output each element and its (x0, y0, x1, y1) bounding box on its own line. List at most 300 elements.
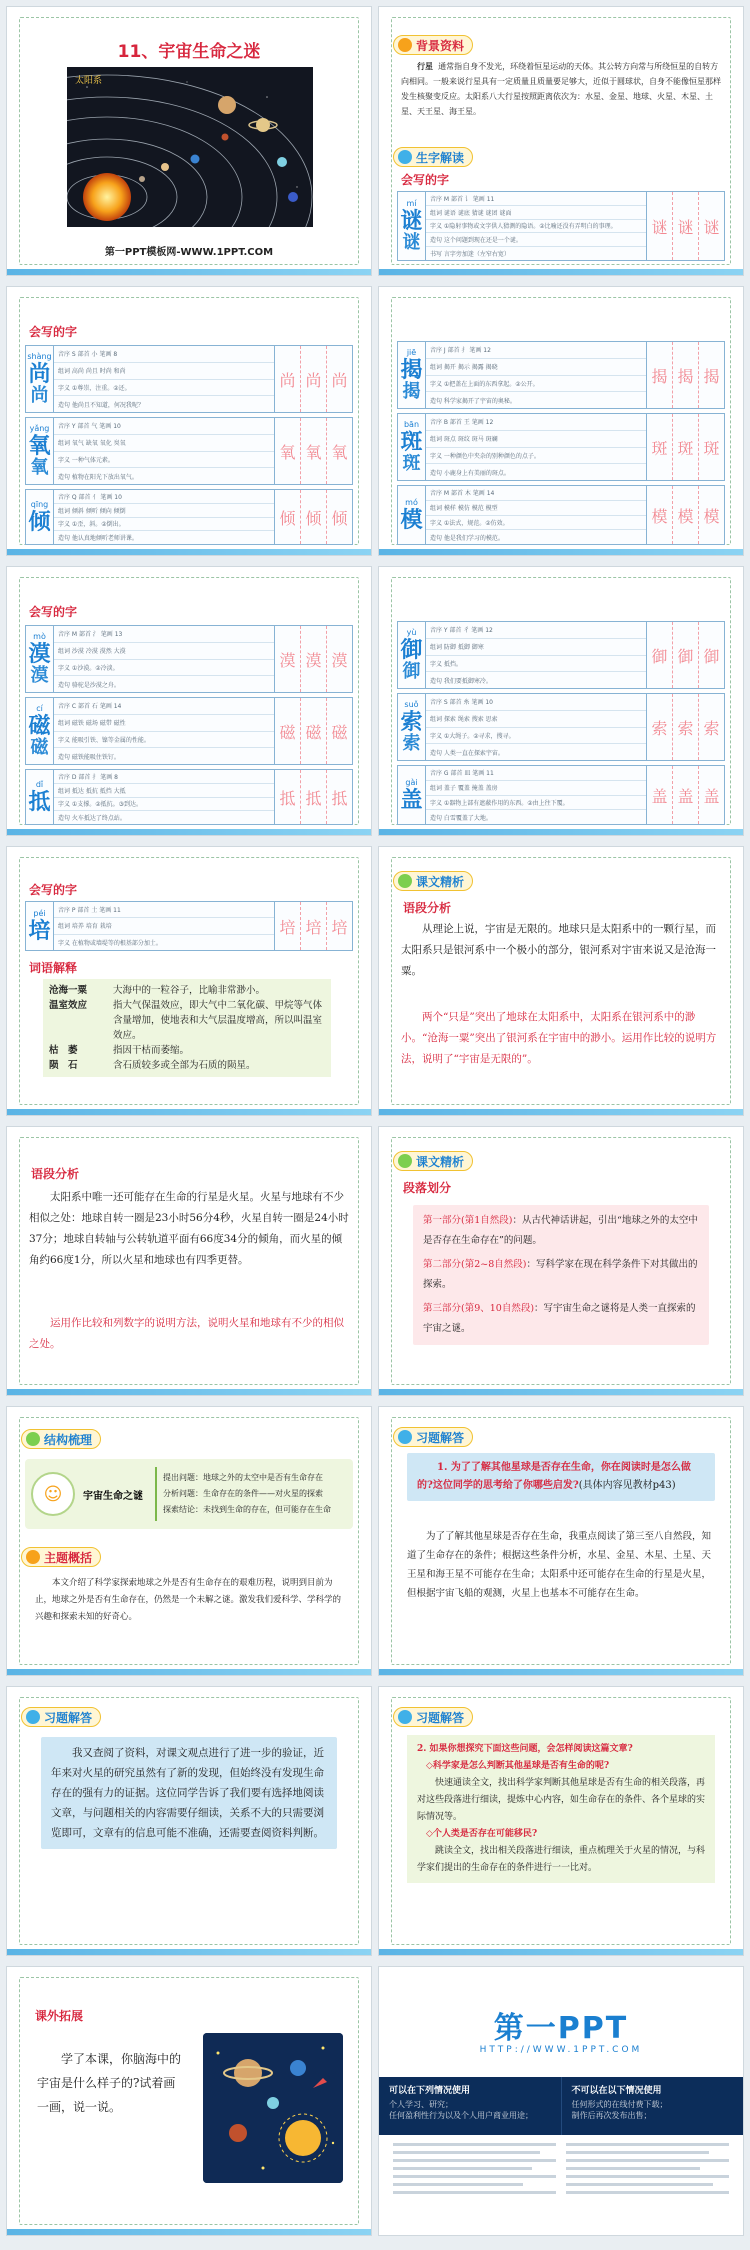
char-big (26, 418, 54, 484)
practice-char: 揭 (647, 342, 673, 408)
cannot-item: 制作后再次发布出售； (571, 2111, 652, 2120)
extension-text: 学了本课，你脑海中的宇宙是什么样子的?试着画一画，说一说。 (37, 2052, 182, 2114)
char-table (25, 345, 353, 413)
char-rows (426, 694, 646, 760)
row: 组词 磁铁 磁场 磁带 磁性 (54, 715, 274, 732)
link-line[interactable] (393, 2167, 532, 2170)
char-table (397, 765, 725, 825)
part-text: ：从古代神话讲起，引出“地球之外的太空中是否存在生命存在”的问题。 (423, 1215, 698, 1246)
tag-structure (21, 1429, 101, 1449)
row: 造句 骆驼是沙漠之舟。 (58, 681, 120, 689)
char-rows (426, 622, 646, 688)
student-icon: ☺ (31, 1472, 75, 1516)
char-rows (426, 414, 646, 480)
slide-structure-parts (378, 1126, 744, 1396)
slide-bottom-bar (7, 829, 371, 835)
row: 组词 氧气 缺氧 氧化 臭氧 (54, 435, 274, 452)
practice-char: 培 (331, 917, 348, 937)
practice-char: 抵 (275, 770, 301, 824)
slide-bottom-bar (379, 1949, 743, 1955)
badge-icon (398, 150, 412, 164)
brand-logo: 第一PPT (493, 2011, 629, 2046)
link-columns (393, 2143, 729, 2223)
row: 造句 火车抵达了终点站。 (58, 815, 126, 823)
section-label: 会写的字 (29, 605, 78, 619)
row: 造句 人类一直在探索宇宙。 (430, 749, 504, 757)
char-rows (54, 346, 274, 412)
row: 字义 能吸引铁、镍等金属的性能。 (54, 732, 274, 749)
row: 音序 D 部首 扌 笔画 8 (54, 770, 274, 784)
part-text: ：写科学家在现在科学条件下对其做出的探索。 (423, 1259, 698, 1290)
slide-bottom-bar (7, 1949, 371, 1955)
slide-bottom-bar (7, 549, 371, 555)
question-note: (具体内容见教材p43) (578, 1480, 676, 1491)
slide-frame (19, 1417, 359, 1665)
char: 御 (400, 637, 423, 663)
tag-lesson-analysis (393, 1151, 473, 1171)
row: 造句 科学家揭开了宇宙的奥秘。 (430, 397, 516, 405)
practice-char: 培 (275, 902, 301, 950)
slide-analysis-1 (378, 846, 744, 1116)
practice-grid (274, 698, 352, 764)
char-table-mi (397, 191, 725, 261)
link-line[interactable] (393, 2191, 556, 2194)
pinyin: cí (36, 704, 43, 713)
parts-heading: 段落划分 (403, 1181, 452, 1195)
practice-char: 尚 (275, 346, 301, 412)
pinyin: qīng (30, 500, 49, 509)
char: 磁 (28, 713, 51, 739)
branch-item: 提出问题：地球之外的太空中是否有生命存在 (163, 1473, 323, 1482)
badge-icon (398, 1430, 412, 1444)
vocab-list (43, 979, 331, 1077)
analysis-comment: 运用作比较和列数字的说明方法，说明火星和地球有不少的相似之处。 (29, 1317, 344, 1350)
row: 音序 M 部首 氵 笔画 13 (54, 626, 274, 643)
link-line[interactable] (566, 2167, 700, 2170)
vocab-def: 指大气保温效应，即大气中二氧化碳、甲烷等气体含量增加，使地表和大气层温度增高，所以叫温室效应。 (113, 1000, 323, 1041)
char: 索 (400, 709, 423, 735)
vocab-heading: 词语解释 (29, 961, 78, 975)
practice-grid (274, 902, 352, 950)
slide-bottom-bar (7, 269, 371, 275)
link-line[interactable] (393, 2183, 523, 2186)
analysis-comment: 两个“只是”突出了地球在太阳系中，太阳系在银河系中的渺小。“沧海一粟”突出了银河系在宇宙中的渺小。运用作比较的说明方法，说明了“宇宙是无限的”。 (401, 1011, 717, 1065)
badge-icon (26, 1710, 40, 1724)
row: 音序 Y 部首 气 笔画 10 (54, 418, 274, 435)
row: 造句 我们要抵御寒冷。 (430, 677, 492, 685)
structure-branches (163, 1470, 353, 1518)
subanswer-2: 跳读全文，找出相关段落进行细读，重点梳理关于火星的情况，与科学家们提出的生命存在的条件进行一一比对。 (417, 1846, 706, 1873)
char: 倾 (28, 509, 51, 535)
practice-grid (274, 626, 352, 692)
part-text: ：写宇宙生命之谜将是人类一直探索的宇宙之谜。 (423, 1303, 696, 1334)
link-column (566, 2143, 729, 2223)
answer-box: 我又查阅了资料，对课文观点进行了进一步的验证，近年来对火星的研究虽然有了新的发现，但始终没有发现生命存在的强有力的证据。这位同学告诉了我们要有选择地阅读文章，与问题相关的内容需要仔细读，关系不大的只需要浏览即可，文章有的信息可能不准确，还需要查阅资料判断。 (41, 1737, 337, 1849)
row: 字义 ①器物上部有遮蔽作用的东西。②由上往下覆。 (426, 796, 646, 811)
char: 漠 (28, 641, 51, 667)
char: 抵 (28, 789, 51, 815)
pinyin: yǎng (29, 424, 50, 433)
link-column (393, 2143, 556, 2223)
subanswer-1: 快速通读全文，找出科学家判断其他星球是否有生命的相关段落，再对这些段落进行细读，提炼中心内容，如生命存在的条件、各个星球的实际情况等。 (417, 1778, 706, 1822)
vocab-item (49, 1043, 325, 1058)
row: 组词 沙漠 冷漠 漠然 大漠 (54, 643, 274, 660)
tag-exercise (393, 1427, 473, 1447)
char-big (398, 766, 426, 824)
link-line[interactable] (393, 2175, 556, 2178)
char-rows (54, 490, 274, 544)
row: 组词 模样 模仿 模范 模型 (426, 501, 646, 516)
analysis-heading: 语段分析 (403, 901, 452, 915)
pinyin: mó (405, 498, 418, 507)
lesson-title: 11、宇宙生命之迷 (117, 42, 261, 62)
char: 揭 (400, 357, 423, 383)
row: 造句 磁铁能吸住铁钉。 (58, 753, 120, 761)
image-label: 太阳系 (75, 76, 103, 86)
row: 组词 斑点 斑纹 斑马 斑斓 (426, 431, 646, 448)
char-big (398, 622, 426, 688)
char: 尚 (28, 361, 51, 387)
row: 音序 S 部首 小 笔画 8 (54, 346, 274, 363)
char-rows (54, 418, 274, 484)
practice-char: 揭 (673, 342, 699, 408)
row: 组词 探索 绳索 搜索 思索 (426, 711, 646, 728)
char-rows (426, 192, 646, 260)
pinyin: gài (405, 778, 418, 787)
row: 音序 J 部首 扌 笔画 12 (426, 342, 646, 359)
char-table (25, 901, 353, 951)
link-line[interactable] (393, 2151, 540, 2154)
row: 组词 培养 培育 栽培 (54, 918, 274, 934)
practice-char: 索 (673, 694, 699, 760)
char-big (26, 346, 54, 412)
vocab-item (49, 998, 325, 1043)
row: 音序 M 部首 木 笔画 14 (426, 486, 646, 501)
row: 字义 ①把盖在上面的东西拿起。②公开。 (426, 376, 646, 393)
char-table (397, 621, 725, 689)
char-table (397, 693, 725, 761)
solar-system-image (67, 67, 313, 227)
slide-chars-1 (6, 286, 372, 556)
row: 书写 言字旁加迷（左窄右宽） (430, 251, 510, 259)
section-label: 会写的字 (29, 325, 78, 339)
badge-icon (26, 1432, 40, 1446)
row: 字义 ①支撑。②抵抗。③到达。 (54, 798, 274, 812)
char-big (398, 192, 426, 260)
tag-label: 习题解答 (416, 1430, 465, 1445)
tag-char-reading (393, 147, 473, 167)
practice-grid (646, 622, 724, 688)
practice-char: 御 (703, 646, 720, 666)
row: 音序 M 部首 讠 笔画 11 (426, 192, 646, 206)
row: 字义 ①法式，规范。②仿效。 (426, 516, 646, 531)
tag-label: 背景资料 (416, 38, 465, 53)
practice-char: 培 (301, 902, 327, 950)
space-drawing (203, 2033, 343, 2183)
answer-text: 为了了解其他星球是否存在生命，我重点阅读了第三至八自然段，知道了生命存在的条件；根据这些条件分析，水星、金星、木星、土星、天王星和海王星不可能存在生命；太阳系中还可能存在生命的行星是火星，但根据宇宙飞船的观测，火星上也基本不可能存在生命。 (407, 1531, 712, 1599)
char-rows (54, 626, 274, 692)
practice-char: 斑 (703, 438, 720, 458)
char-big (398, 342, 426, 408)
row: 音序 S 部首 糸 笔画 10 (426, 694, 646, 711)
tag-exercise (393, 1707, 473, 1727)
row: 造句 白雪覆盖了大地。 (430, 814, 492, 822)
char-big (26, 490, 54, 544)
practice-char: 御 (647, 622, 673, 688)
row: 造句 植物在阳光下放出氧气。 (58, 473, 138, 481)
char-small: 斑 (402, 453, 421, 474)
link-line[interactable] (566, 2159, 729, 2162)
analysis-paragraph: 太阳系中唯一还可能存在生命的行星是火星。火星与地球有不少相似之处：地球自转一圈是23小时56分4秒，火星自转一圈是24小时37分；地球自转轴与公转轨道平面有66度34分的倾角，而火星的倾角约66度1分，所以火星和地球也有四季更替。 (29, 1191, 349, 1266)
practice-grid (274, 770, 352, 824)
row: 组词 倾斜 倾听 倾向 倾倒 (54, 504, 274, 518)
part-lead: 第三部分(第9、10自然段) (423, 1303, 535, 1314)
part-item (423, 1211, 699, 1251)
practice-char: 斑 (673, 414, 699, 480)
slide-bottom-bar (7, 1389, 371, 1395)
row: 组词 高尚 尚且 时尚 和尚 (54, 363, 274, 380)
char-rows (426, 766, 646, 824)
row: 音序 P 部首 土 笔画 11 (54, 902, 274, 918)
practice-grid (646, 192, 724, 260)
row: 音序 Q 部首 亻 笔画 10 (54, 490, 274, 504)
practice-grid (274, 346, 352, 412)
tag-exercise (21, 1707, 101, 1727)
practice-char: 模 (647, 486, 673, 544)
char-small: 御 (402, 661, 421, 682)
practice-grid (646, 766, 724, 824)
slide-vocab (6, 846, 372, 1116)
question-text: 1. 为了了解其他星球是否存在生命，你在阅读时是怎么做的?这位同学的思考给了你哪些启发? (417, 1462, 691, 1491)
branch-item: 分析问题：生命存在的条件——对火星的探索 (163, 1489, 323, 1498)
pinyin: péi (33, 909, 46, 918)
char-table (397, 485, 725, 545)
slide-bottom-bar (379, 1669, 743, 1675)
theme-summary: 本文介绍了科学家探索地球之外是否有生命存在的艰难历程，说明到目前为止，地球之外是否有生命存在，仍然是一个未解之谜。激发我们爱科学、学科学的兴趣和探索未知的好奇心。 (35, 1578, 342, 1622)
vocab-item (49, 1058, 325, 1073)
usage-cannot (561, 2077, 744, 2135)
slide-title (6, 6, 372, 276)
background-body: 通常指自身不发光，环绕着恒星运动的天体。其公转方向常与所绕恒星的自转方向相同。一般来说行星具有一定质量且质量要足够大，近似于圆球状，自身不能像恒星那样发生核聚变反应。太阳系八大行星按照距离依次为：水星、金星、地球、火星、木星、土星、天王星、海王星。 (401, 62, 721, 116)
row: 字义 在植物或墙堤等的根基部分加土。 (58, 939, 162, 947)
watermark-caption: 第一PPT模板网-WWW.1PPT.COM (104, 247, 274, 258)
row: 音序 G 部首 皿 笔画 11 (426, 766, 646, 781)
char: 斑 (400, 429, 423, 455)
char: 模 (400, 507, 423, 533)
subquestion-2: ◇个人类是否存在可能移民? (426, 1829, 538, 1839)
char-big (398, 414, 426, 480)
link-line[interactable] (393, 2159, 556, 2162)
tag-label: 主题概括 (44, 1550, 93, 1565)
badge-icon (398, 1154, 412, 1168)
tag-theme (21, 1547, 101, 1567)
char-big (398, 486, 426, 544)
row: 音序 C 部首 石 笔画 14 (54, 698, 274, 715)
row: 组词 揭开 揭示 揭露 揭晓 (426, 359, 646, 376)
vocab-def: 大海中的一粒谷子，比喻非常渺小。 (113, 985, 266, 996)
section-label: 会写的字 (29, 883, 78, 897)
char-table (25, 417, 353, 485)
char-table (397, 341, 725, 409)
background-text (401, 59, 723, 119)
practice-char: 抵 (301, 770, 327, 824)
char-small: 索 (402, 733, 421, 754)
question-text: 2. 如果你想探究下面这些问题，会怎样阅读这篇文章? (417, 1744, 633, 1754)
char-rows (54, 770, 274, 824)
badge-icon (398, 38, 412, 52)
practice-char: 尚 (331, 370, 348, 390)
tag-label: 习题解答 (416, 1710, 465, 1725)
slide-bottom-bar (379, 549, 743, 555)
tag-label: 生字解读 (416, 150, 465, 165)
link-line[interactable] (566, 2143, 729, 2146)
tag-label: 课文精析 (416, 874, 465, 889)
practice-char: 盖 (703, 786, 720, 806)
row: 字义 抵挡。 (426, 656, 646, 673)
badge-icon (398, 874, 412, 888)
char-big (26, 770, 54, 824)
row: 造句 他是我们学习的模范。 (430, 534, 504, 542)
link-line[interactable] (566, 2151, 709, 2154)
char-rows (426, 342, 646, 408)
char-big (26, 902, 54, 950)
question-box (407, 1453, 715, 1501)
row: 音序 Y 部首 彳 笔画 12 (426, 622, 646, 639)
tag-label: 习题解答 (44, 1710, 93, 1725)
practice-grid (274, 490, 352, 544)
link-line[interactable] (393, 2143, 556, 2146)
slide-bottom-bar (7, 1669, 371, 1675)
row: 造句 这个问题到现在还是一个谜。 (426, 233, 646, 247)
parts-box (413, 1205, 709, 1345)
practice-char: 谜 (673, 192, 699, 260)
brand-url[interactable]: HTTP://WWW.1PPT.COM (479, 2045, 643, 2055)
slide-extension (6, 1966, 372, 2236)
exercise-box (407, 1735, 715, 1883)
char-table (25, 625, 353, 693)
practice-char: 倾 (301, 490, 327, 544)
can-item: 任何盈利性行为以及个人用户商业用途； (389, 2111, 533, 2120)
slide-exercise-3 (378, 1686, 744, 1956)
row: 造句 他尚且不知道，何况我呢？ (58, 401, 144, 409)
char: 盖 (400, 787, 423, 813)
term-planet: 行星 (417, 62, 433, 71)
char-table (25, 769, 353, 825)
analysis-heading: 语段分析 (31, 1167, 80, 1181)
row: 字义 ①沙漠。②冷淡。 (54, 660, 274, 677)
brace-line (155, 1467, 157, 1521)
char-small: 漠 (30, 665, 49, 686)
practice-char: 索 (647, 694, 673, 760)
pinyin: dǐ (35, 780, 44, 789)
practice-grid (646, 486, 724, 544)
pinyin: jiē (406, 348, 417, 357)
vocab-term: 沧海一粟 (49, 985, 88, 996)
usage-banner (379, 2077, 743, 2135)
row: 组词 谜语 谜底 猜谜 谜团 谜面 (426, 206, 646, 220)
link-line[interactable] (566, 2175, 729, 2178)
slide-bottom-bar (379, 1389, 743, 1395)
slide-chars-3 (6, 566, 372, 836)
link-line[interactable] (566, 2191, 729, 2194)
slide-chars-2 (378, 286, 744, 556)
practice-char: 斑 (647, 414, 673, 480)
slide-bottom-bar (7, 1109, 371, 1115)
tag-lesson-analysis (393, 871, 473, 891)
pinyin: yù (406, 628, 417, 637)
row: 造句 小鹿身上有美丽的斑点。 (430, 469, 510, 477)
tag-background (393, 35, 473, 55)
char-small: 磁 (30, 737, 49, 758)
row: 音序 B 部首 王 笔画 12 (426, 414, 646, 431)
row: 字义 ①隐射事物或文字供人猜测的隐语。②比喻还没有弄明白的事理。 (426, 220, 646, 234)
link-line[interactable] (566, 2183, 713, 2186)
vocab-item (49, 983, 325, 998)
vocab-def: 含石质较多或全部为石质的陨星。 (113, 1060, 256, 1071)
char-small: 氧 (30, 457, 49, 478)
slide-exercise-2 (6, 1686, 372, 1956)
practice-char: 倾 (275, 490, 301, 544)
row: 字义 一种颜色中夹杂的别种颜色的点子。 (426, 448, 646, 465)
practice-char: 盖 (647, 766, 673, 824)
practice-char: 氧 (331, 442, 348, 462)
practice-char: 漠 (275, 626, 301, 692)
practice-char: 磁 (301, 698, 327, 764)
slide-bottom-bar (379, 1109, 743, 1115)
part-lead: 第一部分(第1自然段) (423, 1215, 513, 1226)
practice-grid (646, 342, 724, 408)
practice-char: 谜 (647, 192, 673, 260)
char-rows (54, 902, 274, 950)
subquestion-1: ◇科学家是怎么判断其他星球是否有生命的呢? (426, 1761, 610, 1771)
char-big (26, 626, 54, 692)
practice-char: 磁 (275, 698, 301, 764)
vocab-def: 指因干枯而萎缩。 (113, 1045, 190, 1056)
section-label: 会写的字 (401, 173, 450, 187)
slide-bottom-bar (7, 2229, 371, 2235)
can-title: 可以在下列情况使用 (389, 2086, 471, 2096)
practice-char: 漠 (301, 626, 327, 692)
part-lead: 第二部分(第2~8自然段) (423, 1259, 527, 1270)
structure-center: 宇宙生命之谜 (83, 1490, 143, 1502)
pinyin: suǒ (404, 700, 419, 709)
slide-structure-summary (6, 1406, 372, 1676)
row: 字义 ①尊崇，注重。②还。 (54, 380, 274, 397)
part-item (423, 1299, 699, 1339)
practice-char: 模 (703, 506, 720, 526)
char-big (398, 694, 426, 760)
slide-background (378, 6, 744, 276)
practice-char: 氧 (301, 418, 327, 484)
cannot-title: 不可以在以下情况使用 (571, 2086, 662, 2096)
row: 字义 ①大绳子。②寻求，搜寻。 (426, 728, 646, 745)
slide-bottom-bar (379, 269, 743, 275)
practice-char: 谜 (703, 217, 720, 237)
row: 造句 他认真地倾听老师讲课。 (58, 535, 138, 543)
practice-grid (274, 418, 352, 484)
pinyin: mí (406, 199, 417, 208)
branch-item: 探索结论：未找到生命的存在，但可能存在生命 (163, 1505, 331, 1514)
practice-char: 揭 (703, 366, 720, 386)
char-table (397, 413, 725, 481)
structure-map (25, 1459, 353, 1529)
vocab-term: 枯 萎 (49, 1045, 78, 1056)
row: 组词 防御 抵御 御寒 (426, 639, 646, 656)
practice-char: 御 (673, 622, 699, 688)
vocab-term: 温室效应 (49, 1000, 88, 1011)
practice-char: 模 (673, 486, 699, 544)
practice-char: 漠 (331, 650, 348, 670)
